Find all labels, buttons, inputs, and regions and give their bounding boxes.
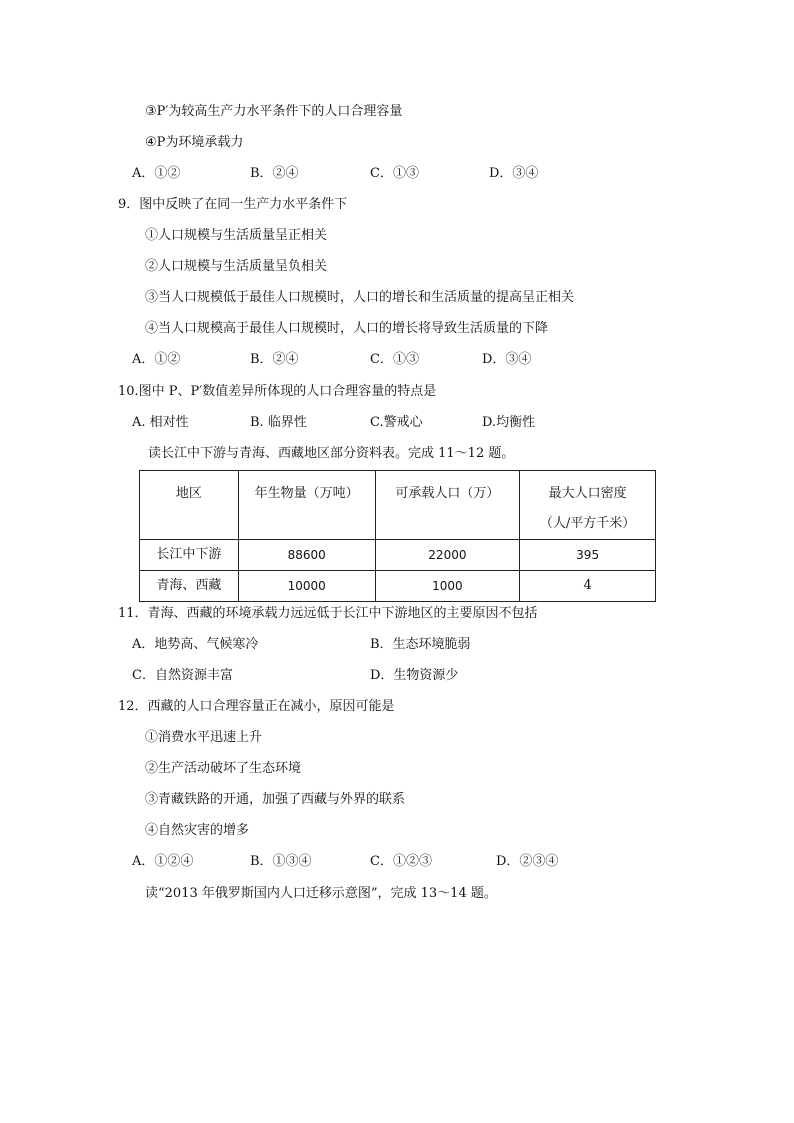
q9-statement-2: ②人口规模与生活质量呈负相关	[145, 259, 328, 274]
q8-option-a: A．①②	[132, 166, 181, 181]
table-cell: 88600	[238, 540, 375, 571]
q9-option-b: B．②④	[250, 352, 299, 367]
q10-stem: 10.图中 P、P′数值差异所体现的人口合理容量的特点是	[118, 384, 437, 399]
table-cell: 青海、西藏	[140, 571, 239, 602]
table-header-cell: 可承载人口（万）	[375, 471, 520, 540]
table-header-row	[140, 471, 656, 540]
q8-statement-3: ③P′为较高生产力水平条件下的人口合理容量	[145, 104, 403, 119]
intro-13-14: 读“2013 年俄罗斯国内人口迁移示意图”，完成 13～14 题。	[145, 886, 497, 901]
q9-statement-3: ③当人口规模低于最佳人口规模时，人口的增长和生活质量的提高呈正相关	[145, 290, 575, 305]
table-cell: 1000	[375, 571, 520, 602]
resource-table	[139, 470, 656, 602]
q12-statement-3: ③青藏铁路的开通，加强了西藏与外界的联系	[145, 792, 406, 807]
table-header-density: 最大人口密度	[548, 486, 627, 501]
q8-option-c: C．①③	[370, 166, 419, 181]
table-cell: 395	[520, 540, 656, 571]
q10-option-c: C.警戒心	[370, 415, 423, 430]
q9-option-c: C．①③	[370, 352, 419, 367]
intro-11-12: 读长江中下游与青海、西藏地区部分资料表。完成 11～12 题。	[148, 446, 515, 461]
q11-option-b: B．生态环境脆弱	[370, 637, 471, 652]
table-cell: 4	[520, 571, 656, 602]
table-cell: 长江中下游	[140, 540, 239, 571]
q12-option-b: B．①③④	[250, 854, 312, 869]
q11-option-a: A．地势高、气候寒冷	[132, 637, 259, 652]
table-row	[140, 571, 656, 602]
q9-option-d: D．③④	[482, 352, 532, 367]
q11-stem: 11．青海、西藏的环境承载力远远低于长江中下游地区的主要原因不包括	[118, 606, 538, 621]
table-header-cell: 地区	[140, 471, 239, 540]
table-row	[140, 540, 656, 571]
q8-statement-4: ④P为环境承载力	[145, 135, 244, 150]
q9-option-a: A．①②	[132, 352, 181, 367]
q12-statement-1: ①消费水平迅速上升	[145, 730, 263, 745]
table-header-density-unit: （人/平方千米）	[539, 516, 636, 531]
q12-option-d: D．②③④	[496, 854, 559, 869]
q9-statement-4: ④当人口规模高于最佳人口规模时，人口的增长将导致生活质量的下降	[145, 321, 549, 336]
q12-stem: 12．西藏的人口合理容量正在减小，原因可能是	[118, 699, 395, 714]
q10-option-a: A. 相对性	[132, 415, 189, 430]
q10-option-d: D.均衡性	[482, 415, 536, 430]
q8-option-d: D．③④	[489, 166, 539, 181]
q10-option-b: B. 临界性	[250, 415, 307, 430]
q12-option-c: C．①②③	[370, 854, 432, 869]
q11-option-c: C．自然资源丰富	[132, 668, 233, 683]
q9-statement-1: ①人口规模与生活质量呈正相关	[145, 228, 328, 243]
table-cell: 10000	[238, 571, 375, 602]
q12-statement-2: ②生产活动破坏了生态环境	[145, 761, 302, 776]
q12-statement-4: ④自然灾害的增多	[145, 823, 250, 838]
q9-stem: 9．图中反映了在同一生产力水平条件下	[118, 197, 348, 212]
table-header-cell: 年生物量（万吨）	[238, 471, 375, 540]
q12-option-a: A．①②④	[132, 854, 194, 869]
table-header-cell	[520, 471, 656, 540]
q11-option-d: D．生物资源少	[370, 668, 459, 683]
q8-option-b: B．②④	[250, 166, 299, 181]
table-cell: 22000	[375, 540, 520, 571]
